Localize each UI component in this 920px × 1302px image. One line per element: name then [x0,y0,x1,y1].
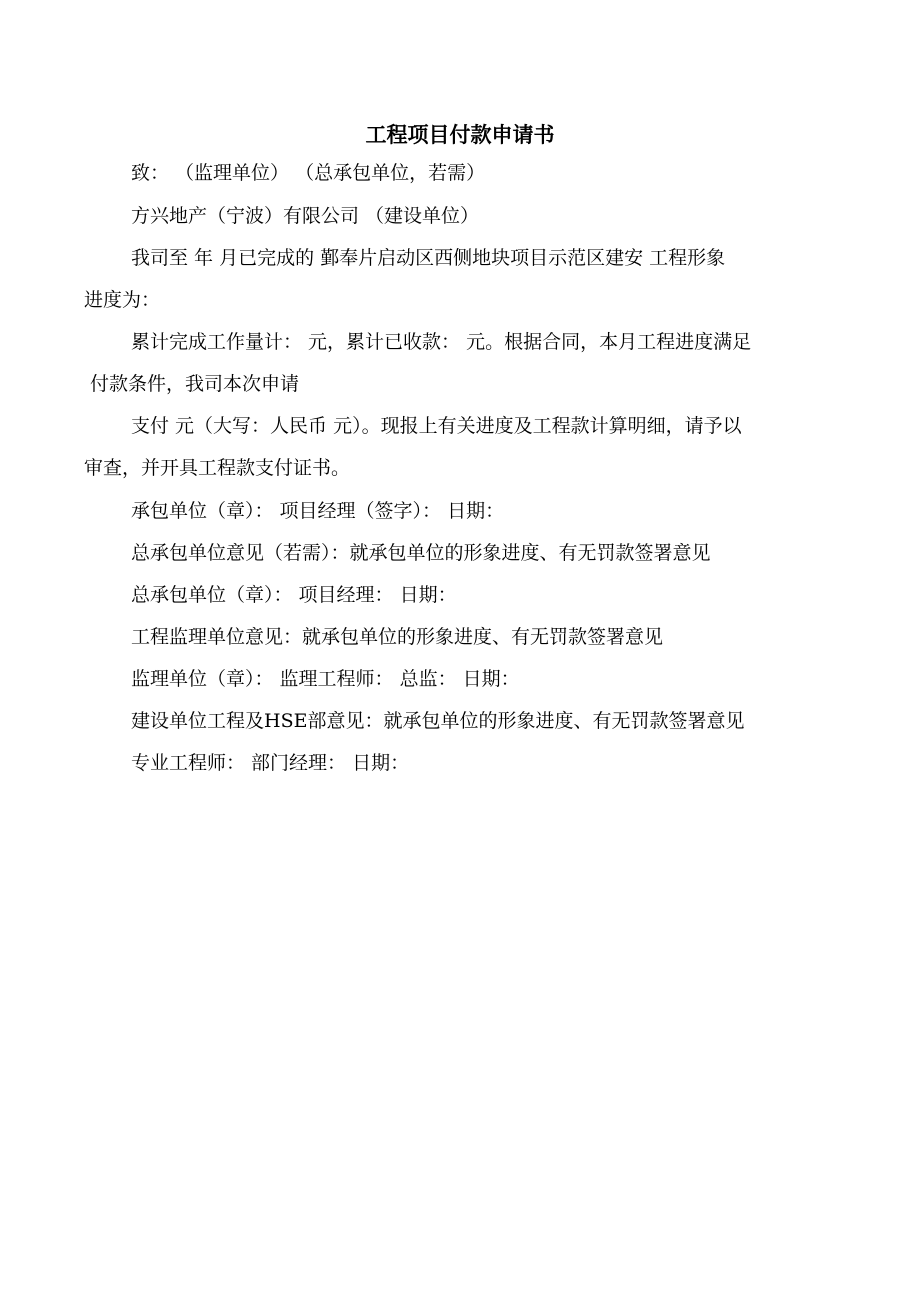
document-title: 工程项目付款申请书 [365,122,555,147]
general-contractor-signature-line: 总承包单位（章）： 项目经理： 日期： [131,584,457,606]
request-paragraph-line-2: 审查，并开具工程款支付证书。 [84,457,351,479]
general-contractor-opinion-line: 总承包单位意见（若需）：就承包单位的形象进度、有无罚款签署意见 [131,542,711,564]
payment-paragraph-line-2: 付款条件，我司本次申请 [90,373,300,395]
developer-line: 方兴地产（宁波）有限公司 （建设单位） [131,205,480,227]
progress-paragraph-line-2: 进度为： [84,289,161,311]
progress-paragraph-line-1: 我司至 年 月已完成的 鄞奉片启动区西侧地块项目示范区建安 工程形象 [131,247,726,269]
payment-paragraph-line-1: 累计完成工作量计： 元，累计已收款： 元。根据合同，本月工程进度满足 [131,331,752,353]
addressee-line: 致： （监理单位） （总承包单位，若需） [131,162,486,184]
owner-hse-opinion-line: 建设单位工程及HSE部意见：就承包单位的形象进度、有无罚款签署意见 [131,710,745,732]
owner-signature-line: 专业工程师： 部门经理： 日期： [131,752,410,774]
request-paragraph-line-1: 支付 元（大写：人民币 元）。现报上有关进度及工程款计算明细，请予以 [131,415,742,437]
contractor-signature-line: 承包单位（章）： 项目经理（签字）： 日期： [131,500,505,522]
supervisor-opinion-line: 工程监理单位意见：就承包单位的形象进度、有无罚款签署意见 [131,626,664,648]
supervisor-signature-line: 监理单位（章）： 监理工程师： 总监： 日期： [131,668,520,690]
